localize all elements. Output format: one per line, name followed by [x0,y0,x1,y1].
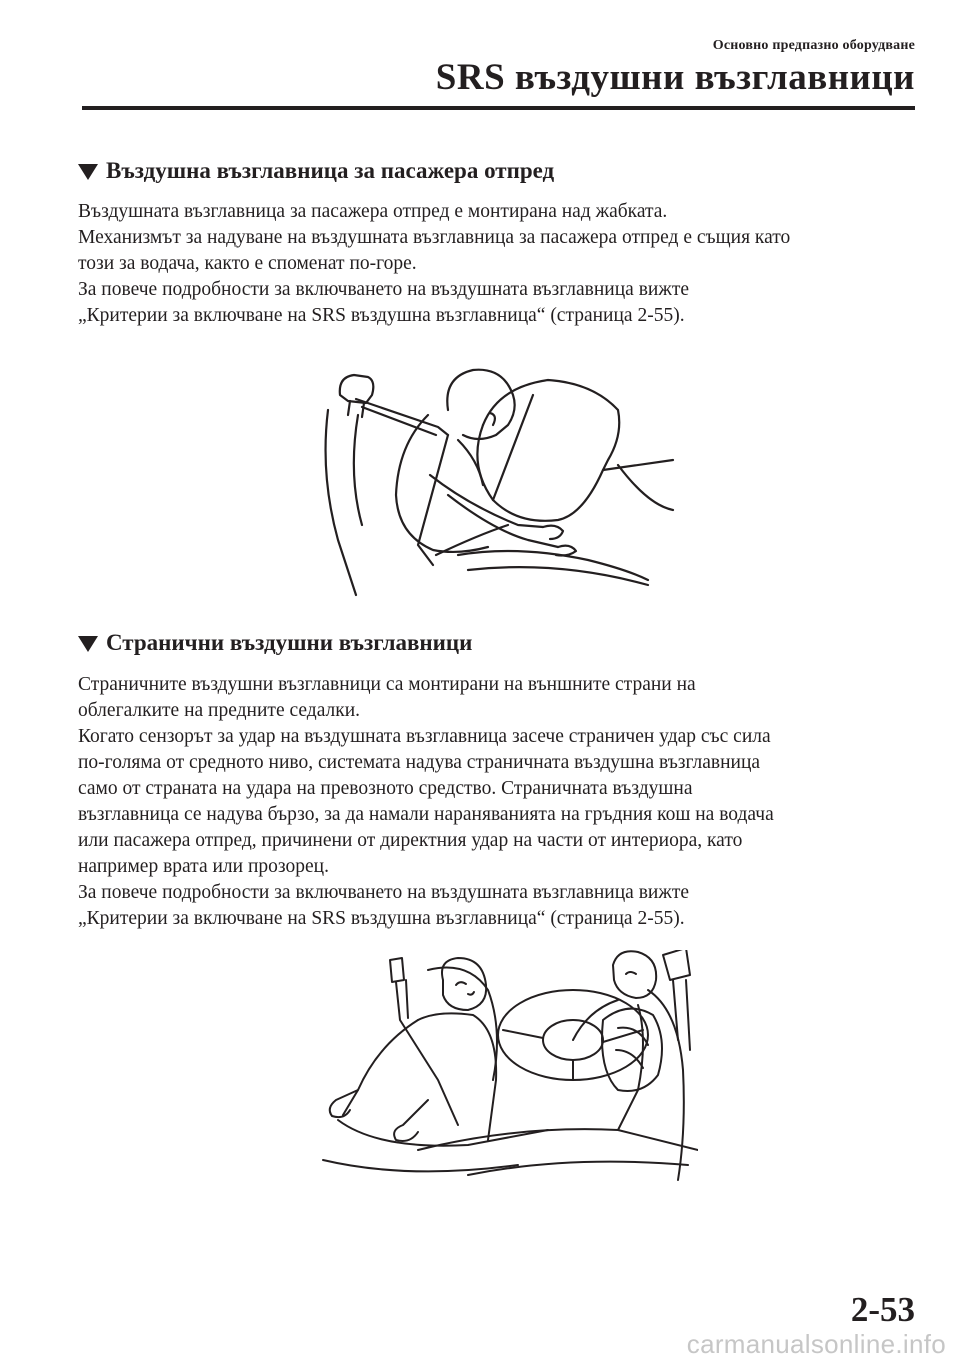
triangle-down-icon [78,164,98,180]
text-line: За повече подробности за включването на въздушната възглавница вижте [78,882,689,903]
text-line: Въздушната възглавница за пасажера отпред е монтирана над жабката. [78,201,668,222]
passenger-airbag-illustration [318,355,678,600]
chapter-title: Основно предпазно оборудване [712,38,915,53]
header-divider [82,106,915,110]
text-line: например врата или прозорец. [78,856,329,877]
watermark: carmanualsonline.info [686,1329,946,1359]
text-line: по-голяма от средното ниво, системата надува страничната въздушна възглавница [78,752,761,773]
section1-paragraph [78,199,923,329]
text-line: само от страната на удара на превозното средство. Страничната въздушна [78,778,693,799]
section-heading-front-passenger [78,158,554,184]
side-airbags-illustration [318,950,698,1185]
text-line: този за водача, както е споменат по-горе. [78,253,417,274]
section-heading-text: Въздушна възглавница за пасажера отпред [106,158,555,183]
text-line: За повече подробности за включването на въздушната възглавница вижте [78,279,689,300]
triangle-down-icon [78,636,98,652]
text-line: Страничните въздушни възглавници са монтирани на външните страни на [78,674,696,695]
text-line: възглавница се надува бързо, за да намали нараняванията на гръдния кош на водача [78,804,774,825]
text-line: Механизмът за надуване на въздушната възглавница за пасажера отпред е същия като [78,227,791,248]
text-line: „Критерии за включване на SRS въздушна възглавница“ (страница 2-55). [78,305,685,326]
page-number: 2-53 [850,1290,915,1329]
text-line: Когато сензорът за удар на въздушната възглавница засече страничен удар със сила [78,726,771,747]
page-title: SRS въздушни възглавници [435,57,915,98]
text-line: облегалките на предните седалки. [78,700,361,721]
section2-paragraph [78,672,923,932]
text-line: „Критерии за включване на SRS въздушна възглавница“ (страница 2-55). [78,908,685,929]
section-heading-side-airbags [78,630,472,656]
section-heading-text: Странични въздушни възглавници [106,630,473,655]
text-line: или пасажера отпред, причинени от директния удар на части от интериора, като [78,830,743,851]
